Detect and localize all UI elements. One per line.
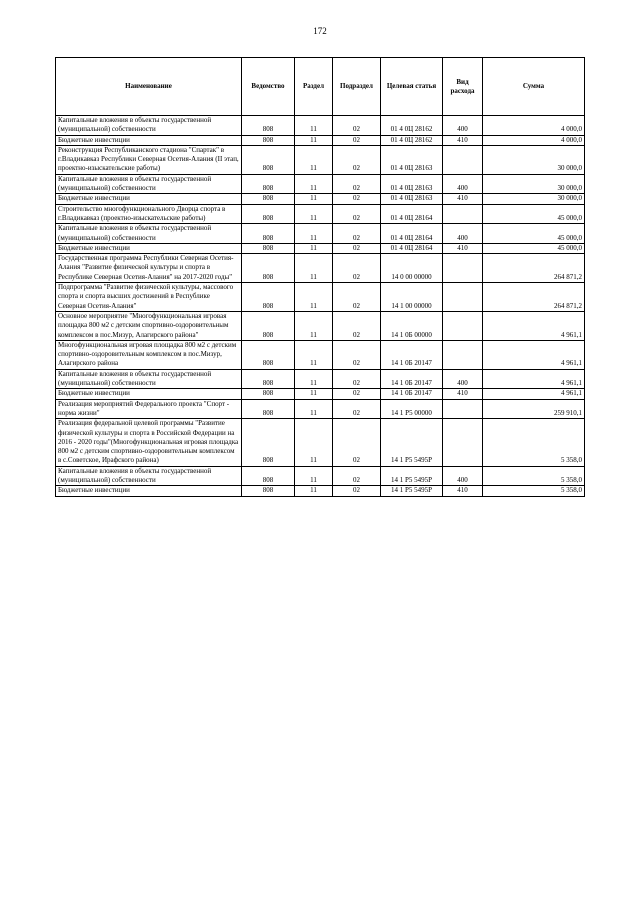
cell-name: Бюджетные инвестиции: [56, 389, 242, 399]
cell-expense: [443, 204, 483, 224]
cell-target: 01 4 0Ц 28164: [381, 243, 443, 253]
cell-section: 11: [295, 224, 333, 244]
cell-expense: 410: [443, 389, 483, 399]
table-row: [56, 283, 585, 312]
cell-sum: 4 961,1: [483, 340, 585, 369]
cell-sum: 264 871,2: [483, 254, 585, 283]
cell-sum: 30 000,0: [483, 145, 585, 174]
cell-target: 14 1 P5 5495P: [381, 486, 443, 496]
cell-subsection: 02: [333, 389, 381, 399]
cell-name: Реконструкция Республиканского стадиона "Спартак" в г.Владикавказ Республики Северная Осетия-Алания (II этап, проектно-изыскательские работы): [56, 145, 242, 174]
cell-subsection: 02: [333, 194, 381, 204]
cell-subsection: 02: [333, 399, 381, 419]
cell-sum: 264 871,2: [483, 283, 585, 312]
cell-section: 11: [295, 174, 333, 194]
cell-name: Капитальные вложения в объекты государственной (муниципальной) собственности: [56, 174, 242, 194]
header-target: Целевая статья: [381, 58, 443, 116]
cell-target: 01 4 0Ц 28163: [381, 145, 443, 174]
cell-subsection: 02: [333, 254, 381, 283]
cell-dept: 808: [242, 311, 295, 340]
cell-dept: 808: [242, 283, 295, 312]
cell-dept: 808: [242, 254, 295, 283]
cell-expense: 410: [443, 135, 483, 145]
cell-target: 14 1 0Б 00000: [381, 311, 443, 340]
header-subsection: Подраздел: [333, 58, 381, 116]
cell-section: 11: [295, 389, 333, 399]
cell-subsection: 02: [333, 486, 381, 496]
cell-section: 11: [295, 369, 333, 389]
table-row: [56, 116, 585, 136]
cell-name: Подпрограмма "Развитие физической культуры, массового спорта и спорта высших достижений в Республике Северная Осетия-Алания": [56, 283, 242, 312]
cell-expense: 400: [443, 116, 483, 136]
cell-subsection: 02: [333, 224, 381, 244]
cell-section: 11: [295, 145, 333, 174]
cell-name: Строительство многофункционального Дворца спорта в г.Владикавказ (проектно-изыскательские работы): [56, 204, 242, 224]
cell-expense: 400: [443, 224, 483, 244]
cell-target: 14 0 00 00000: [381, 254, 443, 283]
cell-dept: 808: [242, 224, 295, 244]
cell-expense: 410: [443, 194, 483, 204]
cell-dept: 808: [242, 399, 295, 419]
cell-dept: 808: [242, 419, 295, 466]
cell-section: 11: [295, 340, 333, 369]
cell-section: 11: [295, 204, 333, 224]
cell-subsection: 02: [333, 283, 381, 312]
cell-expense: 410: [443, 243, 483, 253]
cell-expense: [443, 145, 483, 174]
cell-sum: 30 000,0: [483, 194, 585, 204]
cell-subsection: 02: [333, 419, 381, 466]
table-row: [56, 311, 585, 340]
cell-sum: 4 961,1: [483, 311, 585, 340]
cell-name: Капитальные вложения в объекты государственной (муниципальной) собственности: [56, 116, 242, 136]
cell-name: Капитальные вложения в объекты государственной (муниципальной) собственности: [56, 369, 242, 389]
cell-name: Реализация мероприятий Федерального проекта "Спорт - норма жизни": [56, 399, 242, 419]
cell-sum: 45 000,0: [483, 224, 585, 244]
cell-sum: 4 000,0: [483, 135, 585, 145]
cell-dept: 808: [242, 145, 295, 174]
cell-sum: 5 358,0: [483, 466, 585, 486]
cell-sum: 30 000,0: [483, 174, 585, 194]
cell-sum: 5 358,0: [483, 486, 585, 496]
cell-dept: 808: [242, 204, 295, 224]
cell-sum: 45 000,0: [483, 204, 585, 224]
cell-target: 14 1 P5 5495P: [381, 419, 443, 466]
cell-section: 11: [295, 311, 333, 340]
header-section: Раздел: [295, 58, 333, 116]
header-sum: Сумма: [483, 58, 585, 116]
cell-target: 14 1 0Б 20147: [381, 389, 443, 399]
cell-subsection: 02: [333, 116, 381, 136]
cell-expense: [443, 254, 483, 283]
table-row: [56, 243, 585, 253]
cell-name: Бюджетные инвестиции: [56, 243, 242, 253]
cell-section: 11: [295, 419, 333, 466]
table-row: [56, 224, 585, 244]
budget-table: [55, 57, 585, 497]
cell-dept: 808: [242, 389, 295, 399]
page-number: 172: [313, 26, 327, 36]
cell-subsection: 02: [333, 311, 381, 340]
cell-name: Бюджетные инвестиции: [56, 486, 242, 496]
table-row: [56, 194, 585, 204]
cell-subsection: 02: [333, 204, 381, 224]
cell-section: 11: [295, 486, 333, 496]
header-expense: Вид расхода: [443, 58, 483, 116]
cell-subsection: 02: [333, 369, 381, 389]
cell-subsection: 02: [333, 145, 381, 174]
cell-dept: 808: [242, 116, 295, 136]
cell-subsection: 02: [333, 340, 381, 369]
cell-target: 14 1 0Б 20147: [381, 340, 443, 369]
cell-name: Реализация федеральной целевой программы "Развитие физической культуры и спорта в Российской Федерации на 2016 - 2020 годы"(Многофункциональная игровая площадка 800 м2 с детским спортивно-оздоровительным комплексом в с.Советское, Ирафского района): [56, 419, 242, 466]
cell-name: Капитальные вложения в объекты государственной (муниципальной) собственности: [56, 224, 242, 244]
cell-sum: 4 000,0: [483, 116, 585, 136]
cell-expense: [443, 419, 483, 466]
cell-target: 01 4 0Ц 28162: [381, 116, 443, 136]
cell-section: 11: [295, 466, 333, 486]
cell-target: 01 4 0Ц 28162: [381, 135, 443, 145]
table-row: [56, 389, 585, 399]
cell-expense: [443, 399, 483, 419]
cell-target: 14 1 P5 00000: [381, 399, 443, 419]
cell-section: 11: [295, 399, 333, 419]
cell-dept: 808: [242, 194, 295, 204]
cell-dept: 808: [242, 466, 295, 486]
cell-dept: 808: [242, 174, 295, 194]
header-name: Наименование: [56, 58, 242, 116]
table-header-row: [56, 58, 585, 116]
cell-sum: 5 358,0: [483, 419, 585, 466]
table-row: [56, 135, 585, 145]
cell-expense: [443, 311, 483, 340]
cell-target: 01 4 0Ц 28164: [381, 204, 443, 224]
cell-expense: 400: [443, 174, 483, 194]
header-dept: Ведомство: [242, 58, 295, 116]
cell-section: 11: [295, 243, 333, 253]
cell-sum: 45 000,0: [483, 243, 585, 253]
cell-dept: 808: [242, 369, 295, 389]
cell-subsection: 02: [333, 174, 381, 194]
cell-sum: 259 910,1: [483, 399, 585, 419]
cell-name: Бюджетные инвестиции: [56, 194, 242, 204]
cell-name: Капитальные вложения в объекты государственной (муниципальной) собственности: [56, 466, 242, 486]
cell-target: 14 1 0Б 20147: [381, 369, 443, 389]
table-row: [56, 419, 585, 466]
cell-target: 01 4 0Ц 28163: [381, 174, 443, 194]
cell-section: 11: [295, 135, 333, 145]
cell-expense: [443, 283, 483, 312]
table-row: [56, 399, 585, 419]
table-row: [56, 145, 585, 174]
cell-name: Государственная программа Республики Северная Осетия-Алания "Развитие физической культуры и спорта в Республике Северная Осетия-Алания" на 2017-2020 годы": [56, 254, 242, 283]
cell-target: 01 4 0Ц 28164: [381, 224, 443, 244]
cell-dept: 808: [242, 486, 295, 496]
table-row: [56, 204, 585, 224]
cell-target: 14 1 00 00000: [381, 283, 443, 312]
cell-section: 11: [295, 283, 333, 312]
cell-target: 14 1 P5 5495P: [381, 466, 443, 486]
cell-name: Основное мероприятие "Многофункциональная игровая площадка 800 м2 с детским спортивно-оздоровительным комплексом в пос.Мизур, Алагирского района": [56, 311, 242, 340]
cell-sum: 4 961,1: [483, 369, 585, 389]
cell-name: Многофункциональная игровая площадка 800 м2 с детским спортивно-оздоровительным комплексом в пос.Мизур, Алагирского района: [56, 340, 242, 369]
table-row: [56, 466, 585, 486]
cell-expense: 400: [443, 369, 483, 389]
cell-section: 11: [295, 116, 333, 136]
cell-section: 11: [295, 254, 333, 283]
cell-name: Бюджетные инвестиции: [56, 135, 242, 145]
cell-dept: 808: [242, 243, 295, 253]
cell-subsection: 02: [333, 243, 381, 253]
table-row: [56, 369, 585, 389]
table-row: [56, 254, 585, 283]
table-row: [56, 174, 585, 194]
table-body: [56, 116, 585, 497]
cell-dept: 808: [242, 340, 295, 369]
table-row: [56, 486, 585, 496]
table-row: [56, 340, 585, 369]
cell-expense: 410: [443, 486, 483, 496]
cell-sum: 4 961,1: [483, 389, 585, 399]
cell-target: 01 4 0Ц 28163: [381, 194, 443, 204]
cell-expense: [443, 340, 483, 369]
cell-subsection: 02: [333, 466, 381, 486]
cell-subsection: 02: [333, 135, 381, 145]
cell-dept: 808: [242, 135, 295, 145]
cell-expense: 400: [443, 466, 483, 486]
cell-section: 11: [295, 194, 333, 204]
